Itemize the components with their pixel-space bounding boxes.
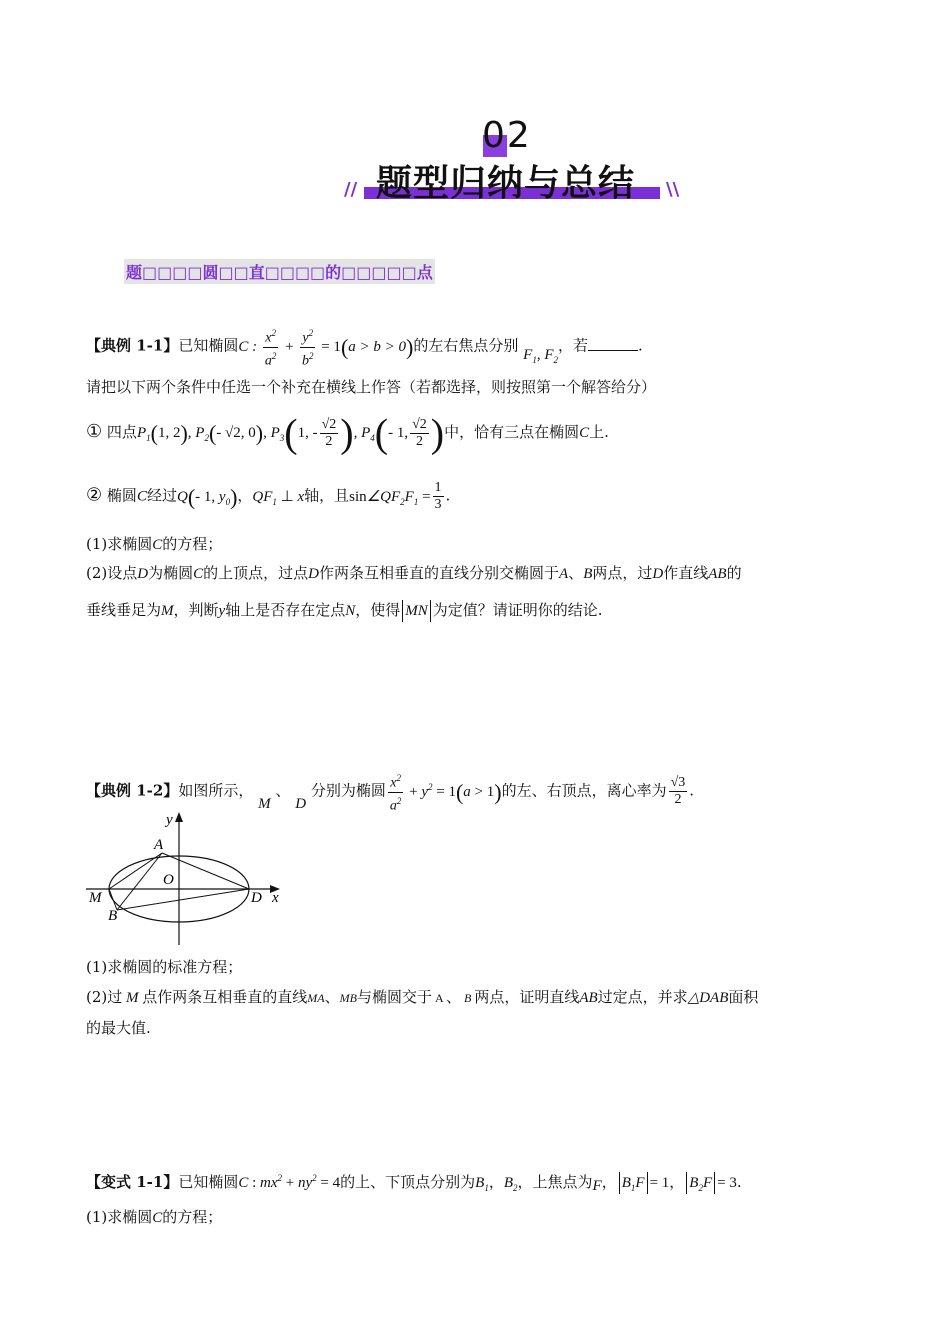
ellipse-equation-3: C : $mx^2 + ny^2 = 4$ (238, 1173, 341, 1191)
ellipse-equation-2: $\frac{x^2}{a^2}$ + $y^2 = 1(a > 1)$ (386, 784, 502, 800)
question-1-2-part2-line2: 的最大值. (86, 1019, 151, 1037)
label-D: D (251, 890, 262, 906)
question-1-2-part2-line1: (2)过 M 点作两条互相垂直的直线MA、MB与椭圆交于 A 、 B 两点，证明直线AB过定点，并求△DAB面积 (86, 988, 759, 1006)
question-1-1-part2-line1: (2)设点D为椭圆C的上顶点，过点D作两条互相垂直的直线分别交椭圆于A、B两点，过D作直线AB的 (86, 564, 742, 582)
question-1-1-part1: (1)求椭圆C的方程； (86, 535, 223, 553)
label-B: B (108, 908, 118, 924)
instruction-text: 请把以下两个条件中任选一个补充在横线上作答（若都选择，则按照第一个解答给分） (86, 378, 657, 396)
answer-blank (588, 338, 638, 351)
example-tag: 【典例 1-2】 (86, 781, 179, 800)
section-heading (124, 259, 435, 284)
segment-MA (109, 853, 162, 889)
label-O: O (163, 872, 174, 888)
header-banner (340, 115, 690, 210)
label-M: M (89, 890, 102, 906)
title-slash-right: \\ (666, 179, 680, 200)
label-y: y (166, 812, 173, 828)
example-tag: 【变式 1-1】 (86, 1173, 179, 1191)
variant-1-1-statement: 【变式 1-1】已知椭圆C : $mx^2 + ny^2 = 4$的上、下顶点分别为$B_1$，$B_2$，上焦点为F， $B_1F = 1$， $B_2F = 3$. (86, 1173, 742, 1194)
condition-2: ② 椭圆C经过Q(- 1, $y_0$)，$QF_1$ ⊥ x轴，且$\sin\angle QF_2F_1$ = $\frac{1}{3}$ . (86, 480, 451, 512)
segment-MB (109, 889, 117, 910)
ellipse-figure (84, 810, 294, 950)
example-tag: 【典例 1-1】 (86, 336, 179, 355)
segment-BD (117, 889, 249, 910)
label-x: x (272, 890, 279, 906)
y-axis-arrow (175, 812, 183, 822)
ellipse-equation: C : $\frac{x^2}{a^2}$ + $\frac{y^2}{b^2}$ = 1(a > b > 0) (238, 339, 413, 355)
page-title: 题型归纳与总结 (376, 163, 636, 204)
label-A: A (154, 837, 164, 853)
title-slash-left: // (344, 179, 358, 200)
example-1-2-statement: 【典例 1-2】如图所示， M 、 D 分别为椭圆 $\frac{x^2}{a^2}$ + $y^2 = 1(a > 1)$的左、右顶点，离心率为 $\frac{√3}{2}$ . (86, 770, 694, 814)
variant-1-1-question-1: (1)求椭圆C的方程； (86, 1208, 223, 1226)
question-1-1-part2-line2: 垂线垂足为M，判断y轴上是否存在定点N，使得 MN 为定值？请证明你的结论. (86, 600, 603, 622)
section-heading-text: 题□□□□圆□□直□□□□的□□□□□点 (126, 263, 433, 282)
section-number: 02 (482, 115, 532, 156)
four-points: $P_1(1$, 2), $P_2(-$ √2, 0), $P_3(1$, - $\frac{√2}{2}$ ), $P_4(-$ 1, $\frac{√2}{2}$ ) (136, 410, 445, 456)
condition-1: ① 四点$P_1(1$, 2), $P_2(-$ √2, 0), $P_3(1$, - $\frac{√2}{2}$ ), $P_4(-$ 1, $\frac{√2}{2}$ )中，恰有三点在椭圆C上. (86, 410, 609, 456)
question-1-2-part1: (1)求椭圆的标准方程； (86, 958, 243, 976)
example-1-1-statement: 【典例 1-1】已知椭圆C : $\frac{x^2}{a^2}$ + $\frac{y^2}{b^2}$ = 1(a > b > 0)的左右焦点分别 $F_1$, $F_2$，若 . (86, 325, 643, 369)
